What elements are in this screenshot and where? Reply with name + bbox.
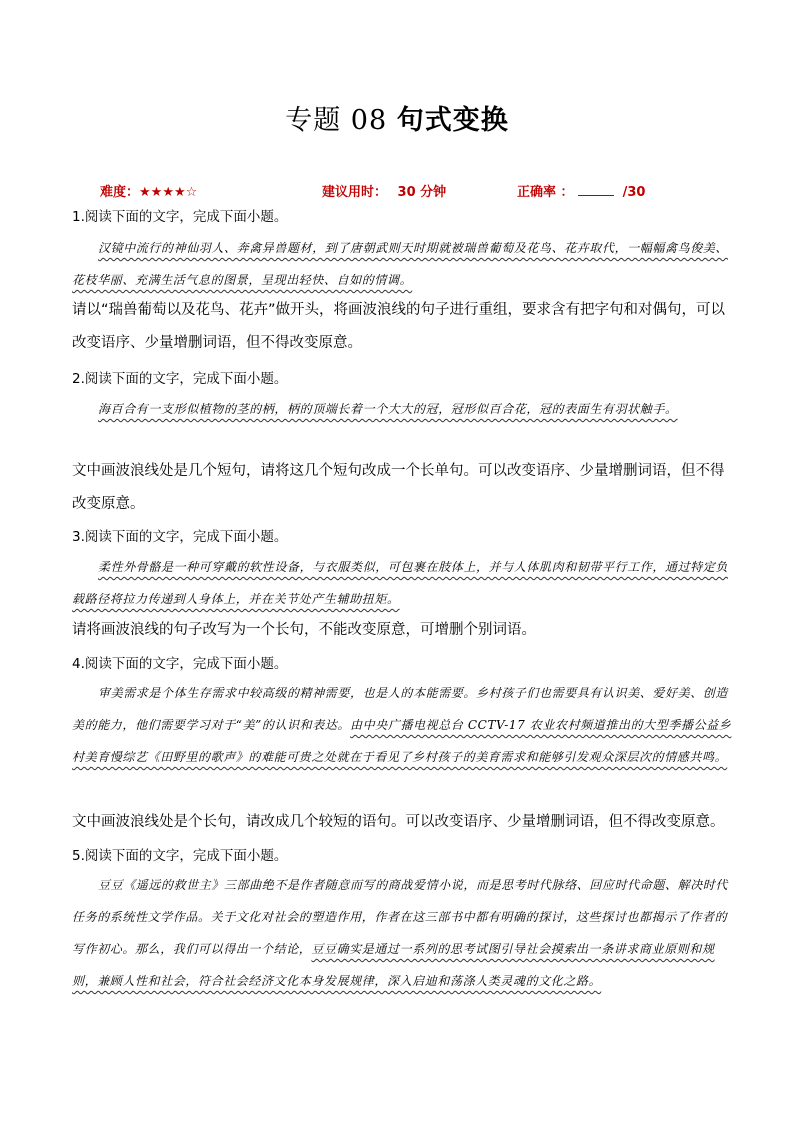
- page-title: [0, 98, 794, 137]
- question-1-heading: 1.阅读下面的文字，完成下面小题。: [72, 209, 288, 225]
- accuracy-blank[interactable]: [578, 182, 614, 196]
- question-5-passage: [72, 869, 736, 997]
- time-value: 30 分钟: [397, 185, 447, 200]
- question-3-passage: [72, 551, 736, 615]
- title-main: 句式变换: [396, 105, 509, 136]
- question-2-passage: [72, 393, 736, 425]
- question-5-heading: 5.阅读下面的文字，完成下面小题。: [72, 848, 288, 864]
- meta-bar: [0, 181, 794, 201]
- wavy-underlined-text: 海百合有一支形似植物的茎的柄，柄的顶端长着一个大大的冠，冠形似百合花，冠的表面生有羽状触手。: [98, 402, 678, 416]
- passage-text: 豆豆《遥远的救世主》三部曲绝不是作者随意而写的商战爱情小说，而是思考时代脉络、回应时代命题、解决时代任务的系统性文学作品。关于文化对社会的塑造作用，作者在这三部书中都有明确的探讨，这些探讨也都揭示了作者的写作初心。那么，我们可以得出一个结论，: [72, 878, 729, 956]
- accuracy: [517, 181, 645, 200]
- wavy-underlined-text: 由中央广播电视总台 CCTV-17 农业农村频道推出的大型季播公益乡村美育慢综艺《田野里的歌声》的难能可贵之处就在于看见了乡村孩子的美育需求和能够引发观众深层次的情感共鸣。: [72, 718, 732, 764]
- question-2-heading: 2.阅读下面的文字，完成下面小题。: [72, 371, 288, 387]
- question-2-instruction: 文中画波浪线处是几个短句，请将这几个短句改成一个长单句。可以改变语序、少量增删词语，但不得改变原意。: [72, 463, 725, 512]
- passage-text: 审美需求是个体生存需求中较高级的精神需要，也是人的本能需要。乡村孩子们也需要具有认识美、爱好美、创造美的能力，他们需要学习对于“美”的认识和表达。: [72, 686, 729, 732]
- time-label: 建议用时：: [322, 185, 388, 200]
- wavy-underlined-text: 豆豆确实是通过一系列的思考试图引导社会摸索出一条讲求商业原则和规则，兼顾人性和社会，符合社会经济文化本身发展规律，深入启迪和荡涤人类灵魂的文化之路。: [72, 942, 715, 988]
- title-prefix: 专题 08: [285, 105, 388, 136]
- question-3-instruction: 请将画波浪线的句子改写为一个长句，不能改变原意，可增删个别词语。: [72, 622, 536, 638]
- difficulty-label: 难度：: [100, 185, 140, 200]
- question-4-heading: 4.阅读下面的文字，完成下面小题。: [72, 656, 288, 672]
- question-4-instruction: 文中画波浪线处是个长句，请改成几个较短的语句。可以改变语序、少量增删词语，但不得改变原意。: [72, 814, 725, 830]
- question-1-passage: [72, 232, 736, 296]
- suggested-time: [322, 181, 446, 200]
- wavy-underlined-text: 柔性外骨骼是一种可穿戴的软性设备，与衣服类似，可包裹在肢体上，并与人体肌肉和韧带平行工作，通过特定负载路径将拉力传递到人身体上，并在关节处产生辅助扭矩。: [72, 560, 729, 606]
- difficulty-stars: ★★★★☆: [139, 185, 198, 200]
- question-4-passage: [72, 677, 736, 773]
- question-3-heading: 3.阅读下面的文字，完成下面小题。: [72, 529, 288, 545]
- question-1-instruction: 请以“瑞兽葡萄以及花鸟、花卉”做开头，将画波浪线的句子进行重组，要求含有把字句和对偶句，可以改变语序、少量增删词语，但不得改变原意。: [72, 302, 726, 351]
- accuracy-label: 正确率 ：: [517, 185, 574, 200]
- difficulty: [100, 181, 197, 200]
- accuracy-total: /30: [622, 185, 646, 200]
- wavy-underlined-text: 汉镜中流行的神仙羽人、奔禽异兽题材，到了唐朝武则天时期就被瑞兽葡萄及花鸟、花卉取代，一幅幅禽鸟俊美、花枝华丽、充满生活气息的图景，呈现出轻快、自如的情调。: [72, 241, 729, 287]
